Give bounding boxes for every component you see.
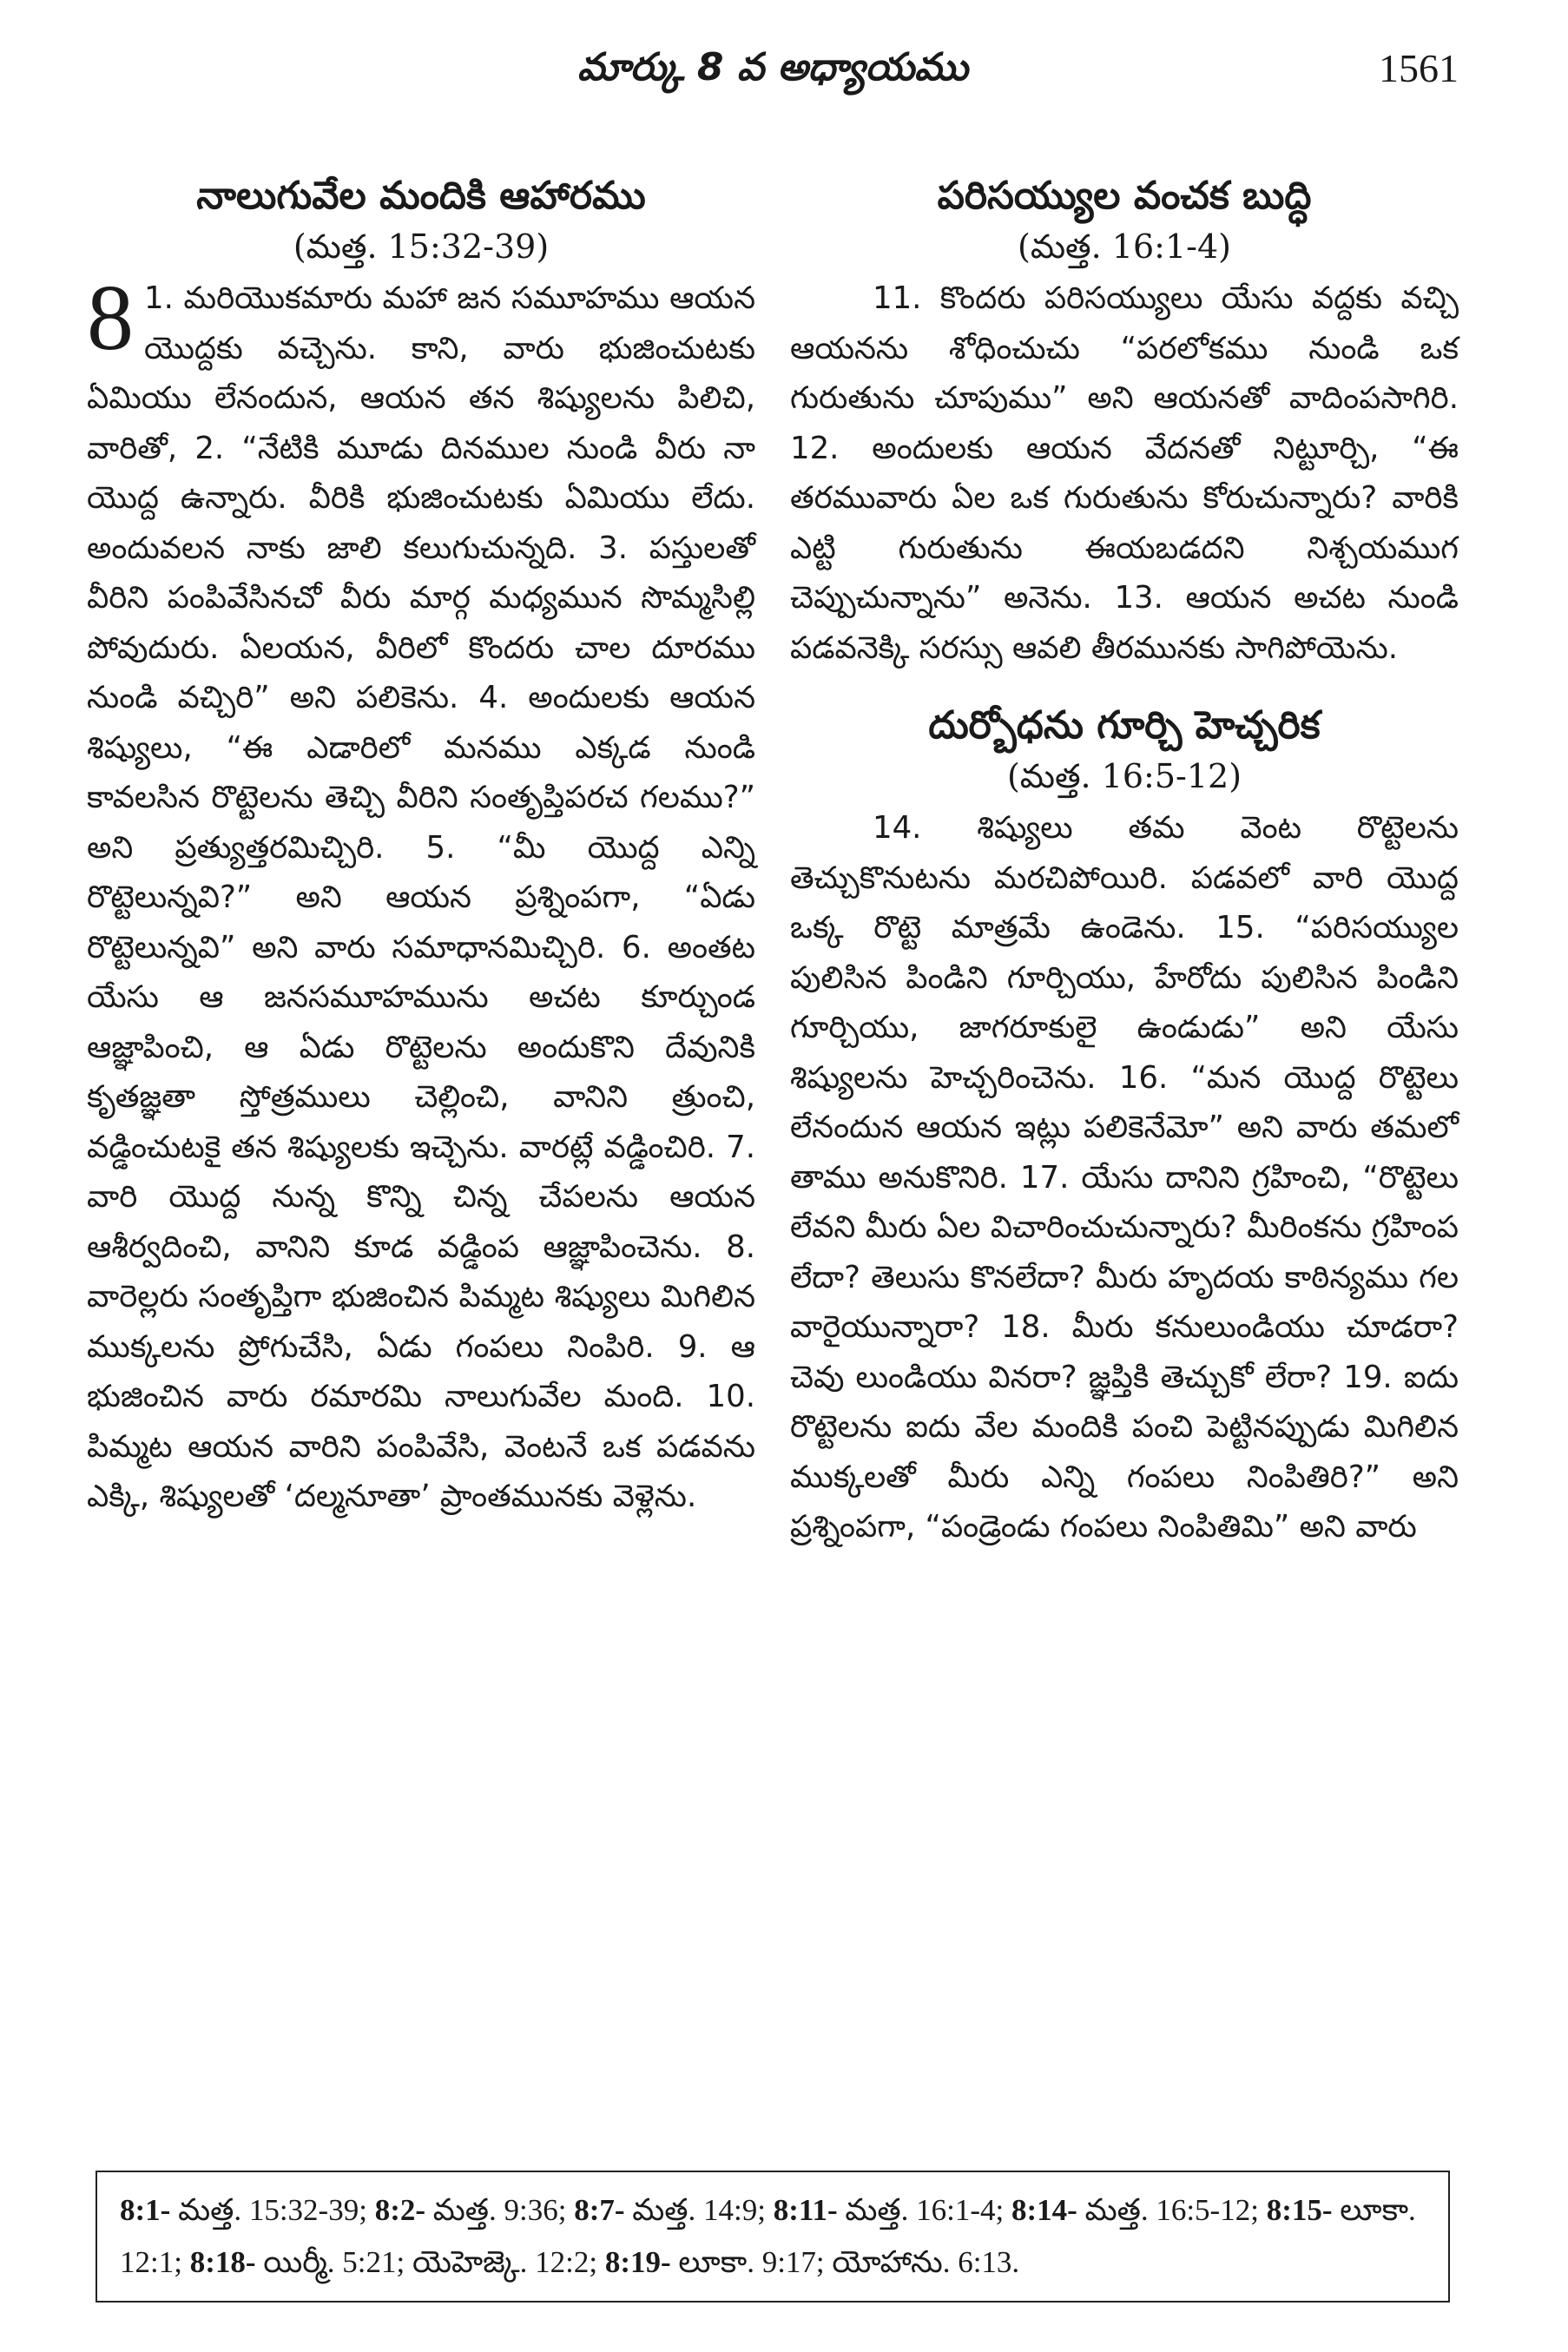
running-head: మార్కు 8 వ అధ్యాయము xyxy=(577,45,968,89)
verse-paragraph: 14. శిష్యులు తమ వెంట రొట్టెలను తెచ్చుకొనుటను మరచిపోయిరి. పడవలో వారి యొద్ద ఒక్క రొట్టె మాత్రమే ఉండెను. 15. “పరిసయ్యుల పులిసిన పిండిని గూర్చియు, హేరోదు పులిసిన పిండిని గూర్చియు, జాగరూకులై ఉండుడు” అని యేసు శిష్యులను హెచ్చరించెను. 16. “మన యొద్ద రొట్టెలు లేనందున ఆయన ఇట్లు పలికెనేమో” అని వారు తమలో తాము అనుకొనిరి. 17. యేసు దానిని గ్రహించి, “రొట్టెలు లేవని మీరు ఏల విచారించుచున్నారు? మీరింకను గ్రహింప లేదా? తెలుసు కొనలేదా? మీరు హృదయ కాఠిన్యము గల వారైయున్నారా? 18. మీరు కనులుండియు చూడరా? చెవు లుండియు వినరా? జ్ఞప్తికి తెచ్చుకో లేరా? 19. ఐదు రొట్టెలను ఐదు వేల మందికి పంచి పెట్టినప్పుడు మిగిలిన ముక్కలతో మీరు ఎన్ని గంపలు నింపితిరి?” అని ప్రశ్నింపగా, “పండ్రెండు గంపలు నింపితిమి” అని వారు xyxy=(790,810,1459,1545)
ref-key: 8:7- xyxy=(574,2193,625,2227)
ref-key: 8:1- xyxy=(120,2193,171,2227)
section-spacer xyxy=(790,673,1459,699)
ref-key: 8:18- xyxy=(189,2245,256,2279)
chapter-drop-cap: 8 xyxy=(87,267,134,370)
ref-text: లూకా. 9:17; యోహాను. 6:13. xyxy=(670,2245,1020,2279)
cross-reference-box xyxy=(96,2171,1450,2303)
cross-reference xyxy=(120,2193,375,2227)
cross-reference-list xyxy=(120,2184,1426,2289)
section-parallel-ref: (మత్త. 15:32-39) xyxy=(293,227,550,266)
verse-text: 1. మరియొకమారు మహా జన సమూహము ఆయన యొద్దకు వచ్చెను. కాని, వారు భుజించుటకు ఏమియు లేనందున, ఆయన తన శిష్యులను పిలిచి, వారితో, 2. “నేటికి మూడు దినముల నుండి వీరు నా యొద్ద ఉన్నారు. వీరికి భుజించుటకు ఏమియు లేదు. అందువలన నాకు జాలి కలుగుచున్నది. 3. పస్తులతో వీరిని పంపివేసినచో వీరు మార్గ మధ్యమున సొమ్మసిల్లి పోవుదురు. ఏలయన, వీరిలో కొందరు చాల దూరము నుండి వచ్చిరి” అని పలికెను. 4. అందులకు ఆయన శిష్యులు, “ఈ ఎడారిలో మనము ఎక్కడ నుండి కావలసిన రొట్టెలను తెచ్చి వీరిని సంతృప్తిపరచ గలము?” అని ప్రత్యుత్తరమిచ్చిరి. 5. “మీ యొద్ద ఎన్ని రొట్టెలున్నవి?” అని ఆయన ప్రశ్నింపగా, “ఏడు రొట్టెలున్నవి” అని వారు సమాధానమిచ్చిరి. 6. అంతట యేసు ఆ జనసమూహమును అచట కూర్చుండ ఆజ్ఞాపించి, ఆ ఏడు రొట్టెలను అందుకొని దేవునికి కృతజ్ఞతా స్తోత్రములు చెల్లించి, వానిని త్రుంచి, వడ్డించుటకై తన శిష్యులకు ఇచ్చెను. వారట్లే వడ్డించిరి. 7. వారి యొద్ద నున్న కొన్ని చిన్న చేపలను ఆయన ఆశీర్వదించి, వానిని కూడ వడ్డింప ఆజ్ఞాపించెను. 8. వారెల్లరు సంతృప్తిగా భుజించిన పిమ్మట శిష్యులు మిగిలిన ముక్కలను ప్రోగుచేసి, ఏడు గంపలు నింపిరి. 9. ఆ భుజించిన వారు రమారమి నాలుగువేల మంది. 10. పిమ్మట ఆయన వారిని పంపివేసి, వెంటనే ఒక పడవను ఎక్కి, శిష్యులతో ‘దల్మనూతా’ ప్రాంతమునకు వెళ్లెను. xyxy=(87,280,755,1514)
ref-text: మత్త. 14:9; xyxy=(624,2193,774,2227)
cross-reference xyxy=(375,2193,575,2227)
ref-text: లూకా. 12:1; xyxy=(120,2193,1416,2279)
section-parallel-ref: (మత్త. 16:5-12) xyxy=(1006,757,1242,795)
ref-key: 8:15- xyxy=(1266,2193,1333,2227)
ref-text: మత్త. 16:1-4; xyxy=(837,2193,1012,2227)
right-column xyxy=(790,169,1459,1552)
ref-text: మత్త. 9:36; xyxy=(425,2193,575,2227)
section-parallel-ref: (మత్త. 16:1-4) xyxy=(1018,227,1231,266)
ref-key: 8:14- xyxy=(1011,2193,1077,2227)
ref-key: 8:19- xyxy=(604,2245,671,2279)
ref-key: 8:11- xyxy=(773,2193,838,2227)
cross-reference xyxy=(190,2245,605,2279)
page-number: 1561 xyxy=(1379,46,1459,90)
section-title-pharisees: పరిసయ్యుల వంచక బుద్ధి xyxy=(937,174,1312,218)
ref-text: మత్త. 16:5-12; xyxy=(1077,2193,1267,2227)
section-title-warning: దుర్బోధను గూర్చి హెచ్చరిక xyxy=(928,703,1321,748)
verse-paragraph: 11. కొందరు పరిసయ్యులు యేసు వద్దకు వచ్చి ఆయనను శోధించుచు “పరలోకము నుండి ఒక గురుతును చూపుము” అని ఆయనతో వాదింపసాగిరి. 12. అందులకు ఆయన వేదనతో నిట్టూర్చి, “ఈ తరమువారు ఏల ఒక గురుతును కోరుచున్నారు? వారికి ఎట్టి గురుతును ఈయబడదని నిశ్చయముగ చెప్పుచున్నాను” అనెను. 13. ఆయన అచట నుండి పడవనెక్కి సరస్సు ఆవలి తీరమునకు సాగిపోయెను. xyxy=(790,280,1459,666)
ref-text: యిర్మీ. 5:21; యెహెజ్కె. 12:2; xyxy=(255,2245,605,2279)
cross-reference xyxy=(574,2193,774,2227)
cross-reference xyxy=(774,2193,1011,2227)
cross-reference xyxy=(605,2245,1019,2279)
left-column xyxy=(87,169,755,1522)
ref-key: 8:2- xyxy=(374,2193,425,2227)
cross-reference xyxy=(1011,2193,1267,2227)
ref-text: మత్త. 15:32-39; xyxy=(170,2193,375,2227)
section-title-feeding: నాలుగువేల మందికి ఆహారము xyxy=(196,174,646,218)
page-header xyxy=(87,45,1459,106)
verse-paragraph xyxy=(87,267,755,1522)
